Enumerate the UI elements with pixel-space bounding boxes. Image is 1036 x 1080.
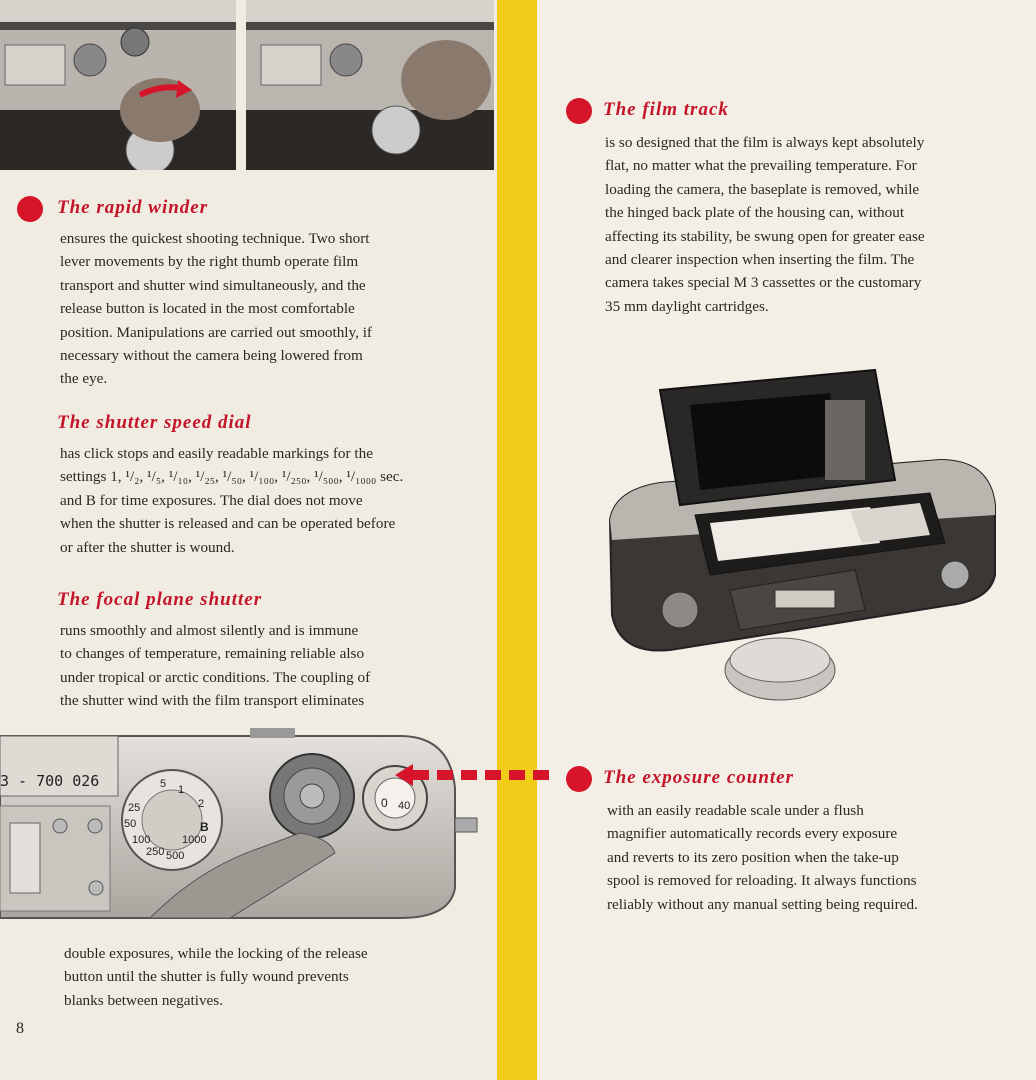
dial-mark: 500 bbox=[166, 850, 185, 862]
text-line: flat, no matter what the prevailing temperature. For bbox=[605, 157, 917, 175]
bullet-exposure-counter bbox=[566, 766, 592, 792]
text-line: and clearer inspection when inserting the film. The bbox=[605, 251, 915, 269]
text-line: when the shutter is released and can be operated before bbox=[60, 515, 396, 533]
text-line: reliably without any manual setting being required. bbox=[607, 895, 918, 913]
text-line: spool is removed for reloading. It always functions bbox=[607, 872, 917, 890]
dial-mark: 2 bbox=[198, 798, 205, 810]
dial-mark: 1 bbox=[178, 784, 185, 796]
text-line: magnifier automatically records every exposure bbox=[607, 825, 898, 843]
text-line: 35 mm daylight cartridges. bbox=[605, 297, 769, 315]
text-line: the shutter wind with the film transport eliminates bbox=[60, 692, 365, 710]
text-line: camera takes special M 3 cassettes or the customary bbox=[605, 274, 922, 292]
text-film-track bbox=[605, 131, 925, 318]
text-line: lever movements by the right thumb operate film bbox=[60, 253, 359, 271]
text-line: the hinged back plate of the housing can, without bbox=[605, 204, 905, 222]
text-line: is so designed that the film is always kept absolutely bbox=[605, 134, 925, 151]
text-line: button until the shutter is fully wound prevents bbox=[64, 968, 349, 986]
text-line: the eye. bbox=[60, 370, 108, 388]
text-rapid-winder bbox=[60, 227, 372, 391]
camera-serial-number: 3 - 700 026 bbox=[0, 772, 100, 790]
heading-rapid-winder: The rapid winder bbox=[57, 197, 209, 218]
text-line: under tropical or arctic conditions. The coupling of bbox=[60, 668, 371, 686]
counter-mark: 40 bbox=[398, 800, 411, 812]
text-line: has click stops and easily readable markings for the bbox=[60, 445, 373, 462]
heading-focal-plane-shutter: The focal plane shutter bbox=[57, 589, 263, 610]
text-line: and reverts to its zero position when the take-up bbox=[607, 848, 899, 866]
bullet-rapid-winder bbox=[17, 196, 43, 222]
text-line: and B for time exposures. The dial does not move bbox=[60, 491, 363, 509]
page-number: 8 bbox=[16, 1020, 24, 1037]
pointer-arrow bbox=[395, 760, 565, 790]
text-exposure-counter bbox=[607, 799, 918, 916]
camera-top-photo-2 bbox=[246, 0, 494, 170]
text-line: runs smoothly and almost silently and is immune bbox=[60, 622, 359, 639]
heading-shutter-speed-dial: The shutter speed dial bbox=[57, 412, 252, 433]
dial-mark: 250 bbox=[146, 846, 165, 858]
open-camera-photo bbox=[600, 365, 1000, 710]
dial-mark: 1000 bbox=[182, 834, 207, 846]
text-line: position. Manipulations are carried out smoothly, if bbox=[60, 323, 372, 341]
bullet-film-track bbox=[566, 98, 592, 124]
dial-mark: B bbox=[200, 820, 209, 834]
text-shutter-speed-dial bbox=[60, 442, 403, 559]
dial-mark: 25 bbox=[128, 802, 141, 814]
text-line: ensures the quickest shooting technique. Two short bbox=[60, 230, 370, 247]
dial-mark: 100 bbox=[132, 834, 151, 846]
dial-mark: 5 bbox=[160, 778, 167, 790]
text-line: necessary without the camera being lowered from bbox=[60, 347, 363, 365]
text-line: with an easily readable scale under a flush bbox=[607, 802, 864, 819]
dial-mark: 50 bbox=[124, 818, 137, 830]
text-line: or after the shutter is wound. bbox=[60, 538, 235, 556]
text-line: double exposures, while the locking of the release bbox=[64, 945, 368, 962]
text-line: to changes of temperature, remaining reliable also bbox=[60, 645, 365, 663]
text-line: release button is located in the most comfortable bbox=[60, 300, 355, 318]
text-line: loading the camera, the baseplate is removed, while bbox=[605, 180, 920, 198]
photo-winder-right bbox=[246, 0, 494, 170]
text-continuation bbox=[64, 942, 368, 1012]
heading-film-track: The film track bbox=[603, 99, 729, 120]
photo-winder-left bbox=[0, 0, 236, 170]
text-line: transport and shutter wind simultaneously, and the bbox=[60, 276, 366, 294]
counter-mark: 0 bbox=[381, 796, 388, 810]
text-focal-plane-shutter bbox=[60, 619, 370, 713]
camera-top-photo-1 bbox=[0, 0, 236, 170]
camera-top-illustration bbox=[0, 728, 485, 928]
heading-exposure-counter: The exposure counter bbox=[603, 767, 794, 788]
text-line: blanks between negatives. bbox=[64, 991, 223, 1009]
center-yellow-stripe bbox=[497, 0, 537, 1080]
text-line: settings 1, ¹/₂, ¹/₅, ¹/₁₀, ¹/₂₅, ¹/₅₀, ¹/₁₀₀, ¹/₂₅₀, ¹/₅₀₀, ¹/₁₀₀₀ sec. bbox=[60, 468, 404, 486]
text-line: affecting its stability, be swung open for greater ease bbox=[605, 227, 925, 245]
